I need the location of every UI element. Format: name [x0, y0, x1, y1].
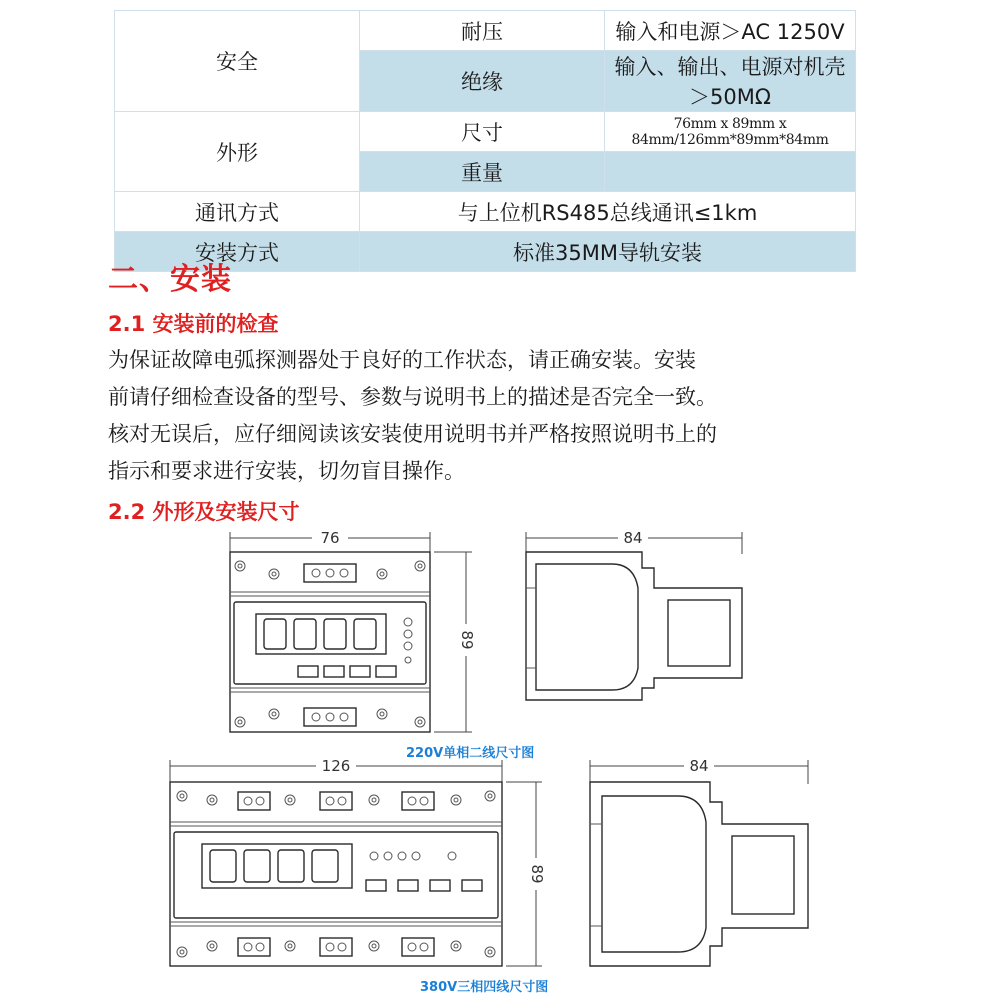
spec-name-withstand-voltage: 耐压 [360, 11, 605, 51]
spec-value-withstand-voltage: 输入和电源＞AC 1250V [605, 11, 856, 51]
spec-name-communication: 通讯方式 [115, 192, 360, 232]
section-title: 二、安装 [108, 262, 232, 297]
single-phase-caption: 220V单相二线尺寸图 [406, 746, 535, 761]
three-phase-front-drawing [166, 757, 556, 972]
three-phase-side-drawing [586, 757, 816, 972]
single-depth-label: 84 [623, 529, 643, 547]
subsection-title-inspection: 2.1 安装前的检查 [108, 312, 279, 336]
paragraph-line: 指示和要求进行安装，切勿盲目操作。 [108, 459, 465, 483]
three-width-label: 126 [321, 757, 351, 775]
spec-group-shape: 外形 [115, 112, 360, 192]
spec-table [114, 10, 856, 272]
spec-name-size: 尺寸 [360, 112, 605, 152]
spec-group-safety: 安全 [115, 11, 360, 112]
single-width-label: 76 [320, 529, 340, 547]
inspection-paragraph [108, 342, 878, 490]
single-height-label: 89 [458, 630, 476, 650]
spec-value-weight [605, 152, 856, 192]
three-phase-caption: 380V三相四线尺寸图 [420, 980, 549, 995]
paragraph-line: 前请仔细检查设备的型号、参数与说明书上的描述是否完全一致。 [108, 385, 717, 409]
three-depth-label: 84 [689, 757, 709, 775]
spec-name-weight: 重量 [360, 152, 605, 192]
spec-value-mounting: 标准35MM导轨安装 [360, 232, 856, 272]
paragraph-line: 为保证故障电弧探测器处于良好的工作状态，请正确安装。安装 [108, 348, 696, 372]
spec-name-mounting: 安装方式 [115, 232, 360, 272]
spec-value-size: 76mm x 89mm x 84mm/126mm*89mm*84mm [605, 112, 856, 152]
single-phase-front-drawing [226, 528, 476, 743]
subsection-title-dimensions: 2.2 外形及安装尺寸 [108, 500, 300, 524]
spec-name-insulation: 绝缘 [360, 51, 605, 112]
paragraph-line: 核对无误后，应仔细阅读该安装使用说明书并严格按照说明书上的 [108, 422, 717, 446]
spec-value-communication: 与上位机RS485总线通讯≤1km [360, 192, 856, 232]
spec-value-insulation: 输入、输出、电源对机壳＞50MΩ [605, 51, 856, 112]
single-phase-side-drawing [522, 528, 752, 703]
three-height-label: 89 [528, 864, 546, 884]
